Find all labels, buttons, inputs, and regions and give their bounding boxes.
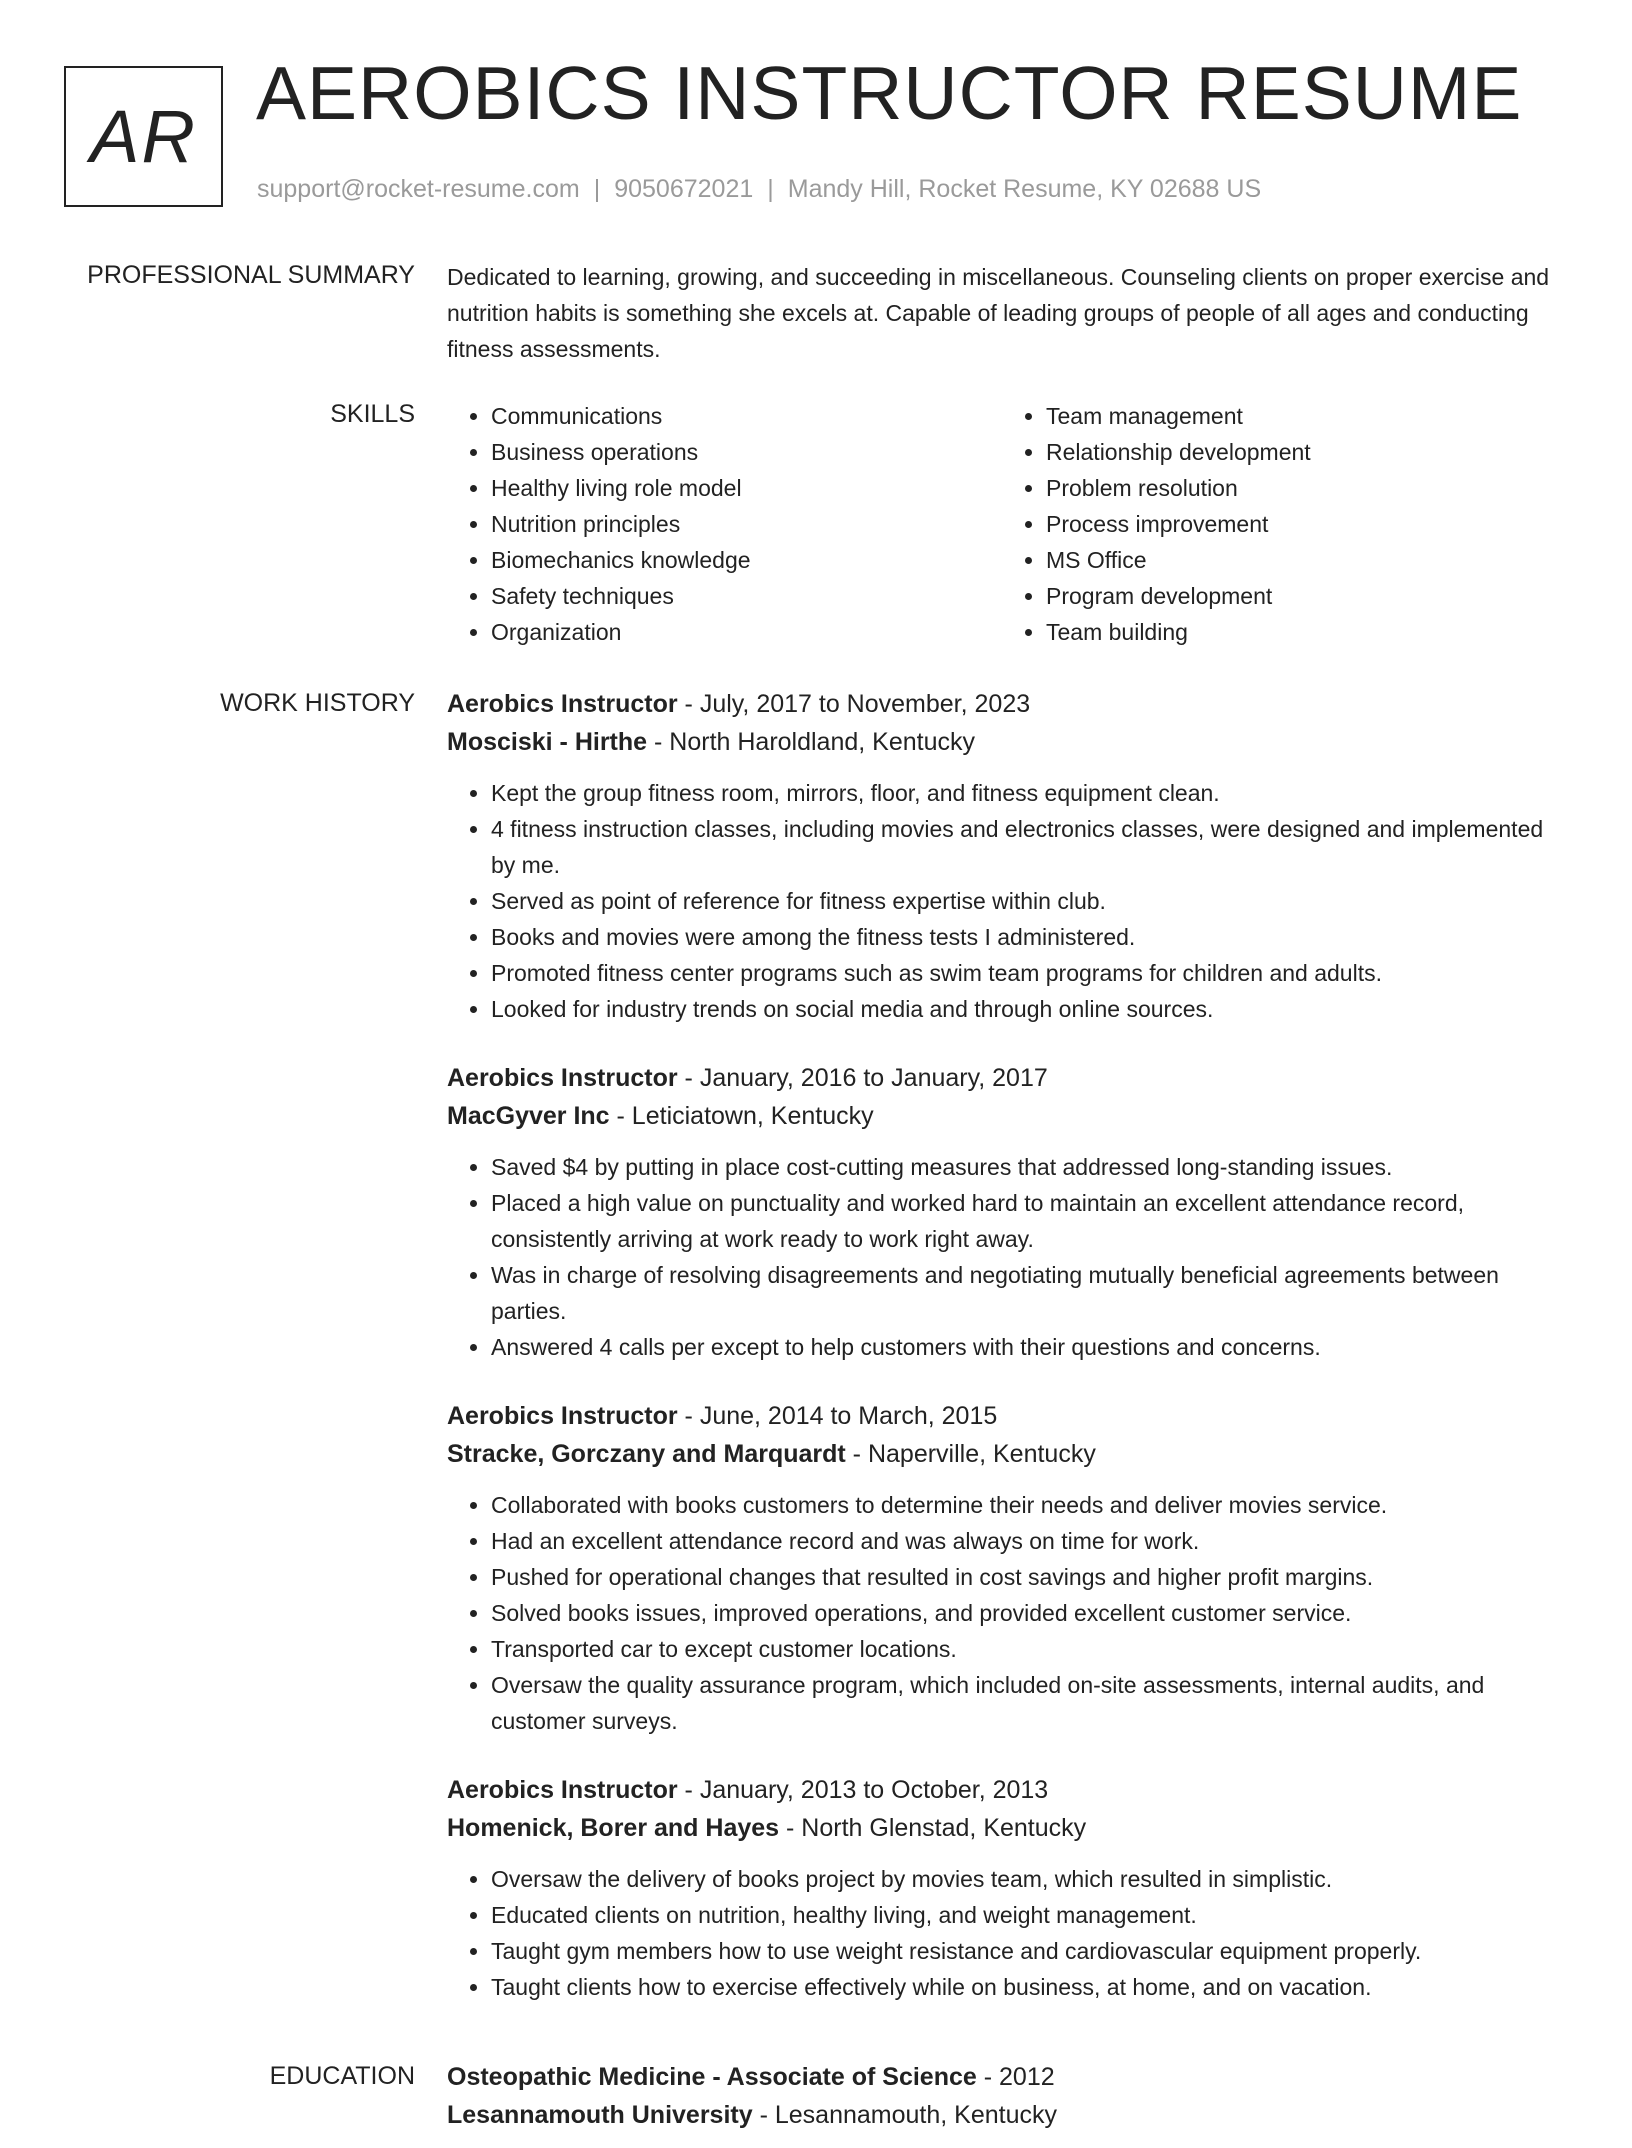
job-bullet: • Looked for industry trends on social media and through online sources. (491, 991, 1557, 1027)
job-entry (447, 1059, 1557, 1365)
job-company: Stracke, Gorczany and Marquardt (447, 1440, 846, 1468)
skill-item: • Healthy living role model (491, 470, 1002, 506)
job-bullet: • Was in charge of resolving disagreements and negotiating mutually beneficial agreements between parties. (491, 1257, 1557, 1329)
job-bullet: • Oversaw the quality assurance program, which included on-site assessments, internal audits, and customer surveys. (491, 1667, 1557, 1739)
skill-item: • Business operations (491, 434, 1002, 470)
job-company: MacGyver Inc (447, 1102, 610, 1130)
job-company-line (447, 1809, 1557, 1847)
contact-address: Mandy Hill, Rocket Resume, KY 02688 US (787, 175, 1262, 203)
job-bullet: • Had an excellent attendance record and was always on time for work. (491, 1523, 1557, 1559)
job-title: Aerobics Instructor (447, 690, 678, 718)
skill-item: • Program development (1046, 578, 1557, 614)
job-bullet: • Promoted fitness center programs such as swim team programs for children and adults. (491, 955, 1557, 991)
job-bullet: • Taught gym members how to use weight resistance and cardiovascular equipment properly. (491, 1933, 1557, 1969)
job-bullet: • Taught clients how to exercise effectively while on business, at home, and on vacation. (491, 1969, 1557, 2005)
skill-item: • Problem resolution (1046, 470, 1557, 506)
skills-columns (447, 398, 1557, 650)
job-bullet: • Oversaw the delivery of books project by movies team, which resulted in simplistic. (491, 1861, 1557, 1897)
job-bullets (447, 775, 1557, 1027)
job-bullet: • Placed a high value on punctuality and worked hard to maintain an excellent attendance record, consistently arriving at work ready to work right away. (491, 1185, 1557, 1257)
job-bullet: • Books and movies were among the fitness tests I administered. (491, 919, 1557, 955)
skill-item: • Process improvement (1046, 506, 1557, 542)
job-dates: - June, 2014 to March, 2015 (677, 1402, 998, 1430)
skill-item: • Relationship development (1046, 434, 1557, 470)
job-bullet: • Transported car to except customer locations. (491, 1631, 1557, 1667)
job-bullet: • Pushed for operational changes that resulted in cost savings and higher profit margins. (491, 1559, 1557, 1595)
job-bullet: • Answered 4 calls per except to help customers with their questions and concerns. (491, 1329, 1557, 1365)
job-company-line (447, 723, 1557, 761)
job-entry (447, 685, 1557, 1027)
job-bullet: • 4 fitness instruction classes, including movies and electronics classes, were designed and implemented by me. (491, 811, 1557, 883)
job-dates: - January, 2013 to October, 2013 (677, 1776, 1049, 1804)
skill-item: • Communications (491, 398, 1002, 434)
job-title-line (447, 1059, 1557, 1097)
skill-item: • Organization (491, 614, 1002, 650)
job-location: - North Glenstad, Kentucky (779, 1814, 1087, 1842)
monogram-box (64, 66, 223, 207)
job-title: Aerobics Instructor (447, 1402, 678, 1430)
job-company: Homenick, Borer and Hayes (447, 1814, 780, 1842)
education-location: - Lesannamouth, Kentucky (752, 2101, 1057, 2129)
job-title-line (447, 1397, 1557, 1435)
skill-item: • Biomechanics knowledge (491, 542, 1002, 578)
skills-body (447, 398, 1557, 650)
job-location: - Leticiatown, Kentucky (609, 1102, 874, 1130)
job-entry (447, 1771, 1557, 2005)
job-bullet: • Served as point of reference for fitness expertise within club. (491, 883, 1557, 919)
skill-item: • Team management (1046, 398, 1557, 434)
job-title: Aerobics Instructor (447, 1776, 678, 1804)
contact-separator: | (767, 175, 774, 203)
job-dates: - January, 2016 to January, 2017 (677, 1064, 1048, 1092)
job-dates: - July, 2017 to November, 2023 (677, 690, 1031, 718)
skill-item: • MS Office (1046, 542, 1557, 578)
job-bullets (447, 1861, 1557, 2005)
contact-phone[interactable]: 9050672021 (614, 175, 754, 203)
monogram-initials: AR (90, 95, 197, 178)
summary-body (447, 259, 1557, 367)
education-label: EDUCATION (269, 2062, 415, 2090)
education-degree: Osteopathic Medicine - Associate of Science (447, 2063, 977, 2091)
job-title-line (447, 685, 1557, 723)
job-bullet: • Collaborated with books customers to determine their needs and deliver movies service. (491, 1487, 1557, 1523)
job-bullet: • Saved $4 by putting in place cost-cutting measures that addressed long-standing issues. (491, 1149, 1557, 1185)
education-school: Lesannamouth University (447, 2101, 753, 2129)
skill-item: • Team building (1046, 614, 1557, 650)
job-company-line (447, 1435, 1557, 1473)
contact-separator: | (593, 175, 601, 203)
skill-item: • Nutrition principles (491, 506, 1002, 542)
job-title: Aerobics Instructor (447, 1064, 678, 1092)
job-title-line (447, 1771, 1557, 1809)
education-year: - 2012 (976, 2063, 1055, 2091)
contact-email[interactable]: support@rocket-resume.com (257, 175, 580, 203)
job-entry (447, 1397, 1557, 1739)
job-company-line (447, 1097, 1557, 1135)
skill-item: • Safety techniques (491, 578, 1002, 614)
job-location: - Naperville, Kentucky (845, 1440, 1096, 1468)
job-bullets (447, 1149, 1557, 1365)
work-history-label: WORK HISTORY (220, 689, 415, 717)
work-history-body (447, 685, 1557, 2037)
education-school-line (447, 2096, 1557, 2134)
job-location: - North Haroldland, Kentucky (647, 728, 975, 756)
skills-list-right (1002, 398, 1557, 650)
job-bullets (447, 1487, 1557, 1739)
job-bullet: • Kept the group fitness room, mirrors, floor, and fitness equipment clean. (491, 775, 1557, 811)
education-degree-line (447, 2058, 1557, 2096)
job-bullet: • Educated clients on nutrition, healthy living, and weight management. (491, 1897, 1557, 1933)
skills-label: SKILLS (330, 400, 415, 428)
job-bullet: • Solved books issues, improved operations, and provided excellent customer service. (491, 1595, 1557, 1631)
resume-title: AEROBICS INSTRUCTOR RESUME (256, 51, 1523, 135)
education-body (447, 2058, 1557, 2148)
summary-label: PROFESSIONAL SUMMARY (87, 261, 415, 289)
job-company: Mosciski - Hirthe (447, 728, 648, 756)
contact-line (257, 175, 1261, 204)
skills-list-left (447, 398, 1002, 650)
summary-text: Dedicated to learning, growing, and succeeding in miscellaneous. Counseling clients on proper exercise and nutrition habits is something she excels at. Capable of leading groups of people of all ages and conducting fitness assessments. (447, 264, 1550, 362)
